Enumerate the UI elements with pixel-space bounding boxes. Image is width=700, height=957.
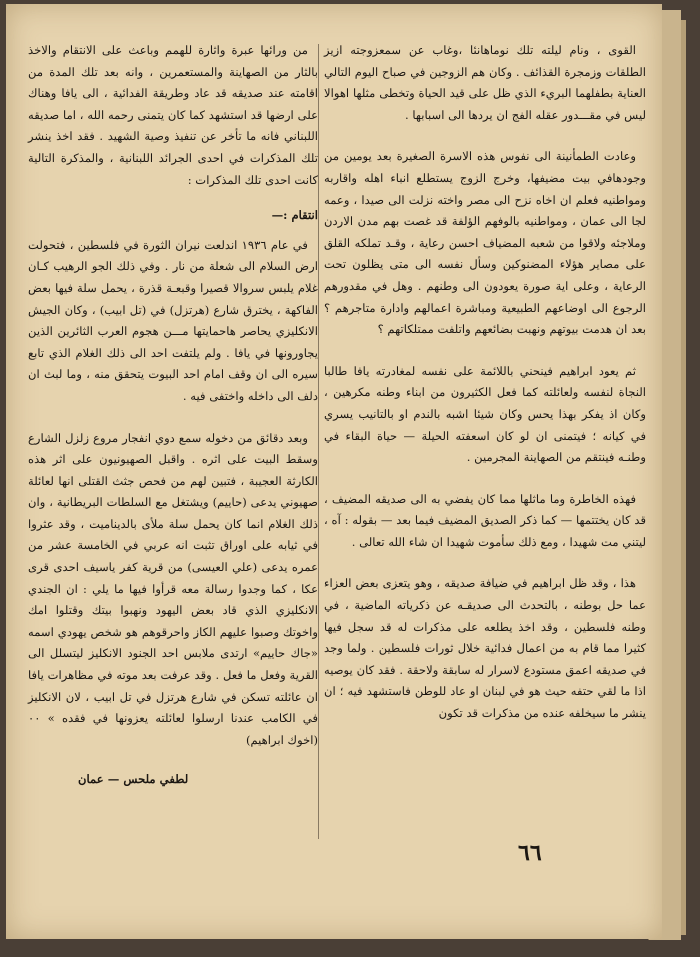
left-paragraph-3: وبعد دقائق من دخوله سمع دوي انفجار مروع زلزل الشارع وسقط البيت على اثره . واقبل الصهيونيون على اثر هذه الكارثة العجيبة ، فتبين لهم من فحص جثث القتلى انها لعائلة صهيوني يدعى (حاييم) ويشتغل مع السلطات البريطانية ، وان ذلك الغلام انما كان يحمل سلة ملأى بالديناميت ، وقد عثروا في ثيابه على اوراق تثبت انه عربي في الخامسة عشر من عمره يدعى (علي العيسى) من قرية كفر ياسيف احدى قرى عكا ، كما وجدوا رسالة معه قرأوا فيها ما يلي : ان الجندي الانكليزي الذي قاد بعض اليهود ونهبوا بيتك وقتلوا امك واخوتك وصبوا عليهم الكاز واحرقوهم هو شخص يهودي اسمه «جاك حاييم» ارتدى ملابس احد الجنود الانكليز ليتسلل الى القرية وفعل ما فعل . وقد عرفت بعد موته في مظاهرات يافا ان عائلته تسكن في شارع هرتزل في تل ابيب ، لان الانكليز في الكامب عندنا ارسلوا لعائلته يعزونها في فقده » ٠٠ (اخوك ابراهيم) [28,430,318,747]
left-paragraph-2: في عام ١٩٣٦ اندلعت نيران الثورة في فلسطين ، فتحولت ارض السلام الى شعلة من نار . وفي ذلك الجو الرهيب كـان غلام يلبس سروالا قصيرا وقبعـة قذرة ، يحمل سلة فيها بعض الفاكهة ، يخترق شارع (هرتزل) في (تل ابيب) ، وكان الجيش الانكليزي يحاصر هاحمايتها مـــن هجوم العرب الثائرين الذين يجاورونها في يافا . ولم يلتفت احد الى ذلك الغلام الذي تابع سيره الى ان وقف امام احد البيوت يتحقق منه ، وما لبث ان دلف الى داخله واختفى فيه . [28,237,318,403]
section-heading: انتقام :— [271,208,318,223]
right-paragraph-3: ثم يعود ابراهيم فينحني باللائمة على نفسه لمغادرته يافا طالبا النجاة لنفسه ولعائلته كما فعل الكثيرون من ابناء وطنه مكرهين ، وكان اذ يفكر بهذا يحس وكان شيئا اشبه بالندم او بالتانيب يسري في كيانه ؛ فيتمنى ان لو كان اسعفته الحيلة — حياة البقاء في وطنـه فينتقم من الصهاينة المجرمين . [324,363,646,465]
right-paragraph-5: هذا ، وقد ظل ابراهيم في ضيافة صديقه ، وهو يتعزى بعض العزاء عما حل بوطنه ، بالتحدث الى صديقـه عن ذكرياته الماضية ، في وطنه فلسطين ، وقد اخذ يطلعه على مذكرات له قد سجل فيها كثيرا مما قام به من اعمال فدائية خلال ثورات فلسطين . ولما وجد في صديقه اعمق مستودع لاسرار له سابقة ولاحقة . فقد كان يوصيه اذا ما لقي حتفه حيث هو في لبنان او عاد للوطن فاستشهد فيه ؛ ان ينشر ما سيخلفه عنده من مذكرات قد تكون [324,576,646,721]
right-paragraph-4: فهذه الخاطرة وما ماثلها مما كان يفضي به الى صديقه المضيف ، قد كان يختتمها — كما ذكر الصديق المضيف فيما بعد — بقوله : آه ، ليتني مت شهيدا ، ومع ذلك سأموت شهيدا ان شاء الله تعالى . [324,491,646,549]
page-number: ٦٦ [518,840,542,866]
column-divider [318,44,319,839]
right-column [324,40,646,725]
book-page [6,4,662,939]
left-paragraph-1: من ورائها عبرة واثارة للهمم وباعث على الانتقام والاخذ بالثار من الصهاينة والمستعمرين ، وانه بعد تلك المدة من اقامته عند صديقه قد عاد وطريقة الفدائية ، الى يافا وهناك على ارضها قد استشهد كما كان يتمنى رحمه الله ، اما صديقه اللبناني فانه ما تأخر عن تنفيذ وصية الشهيد . فقد اخذ ينشر تلك المذكرات في احدى الجرائد اللبنانية ، والمذكرة التالية كانت احدى تلك المذكرات : [28,43,318,187]
author-signature: لطفي ملحس — عمان [78,772,189,787]
right-paragraph-2: وعادت الطمأنينة الى نفوس هذه الاسرة الصغيرة بعد يومين من وجودهافي بيت مضيفها، وخرج الزوج يستطلع انباء اهله واقاربه ومواطنيه فعلم ان اخاه نزح الى مصر واخته نزلت الى صيدا ، وعمه لجا الى عمان ، ومواطنيه بالوفهم الؤلفة قد غصت بهم مدن الاردن وملاجئه ولاقوا من شعبه المضياف احسن رعاية ، وقـد تملكه القلق على مصاير هؤلاء المضنوكين وسأل نفسه الى متى يظلون تحت الرعاية ، وعلى اية صورة يعودون الى وطنهم . وهل في مقدورهم الرجوع الى اوضاعهم الطبيعية ومباشرة اعمالهم وادارة متاجرهم ؟ بعد ان هدمت بيوتهم ونهبت بضائعهم واتلفت ممتلكاتهم ؟ [324,149,646,337]
left-column [28,40,318,791]
right-paragraph-1: القوى ، ونام ليلته تلك نوماهانئا ،وغاب عن سمعزوجته ازيز الطلقات وزمجرة القذائف . وكان هم الزوجين في صباح اليوم التالي العناية بطفلهما البريء الذي ظل على قيد الحياة وتخطى مثلها اهوالا ليس في مقـــدور عقله الفج ان يردها الى اسبابها . [324,43,646,122]
